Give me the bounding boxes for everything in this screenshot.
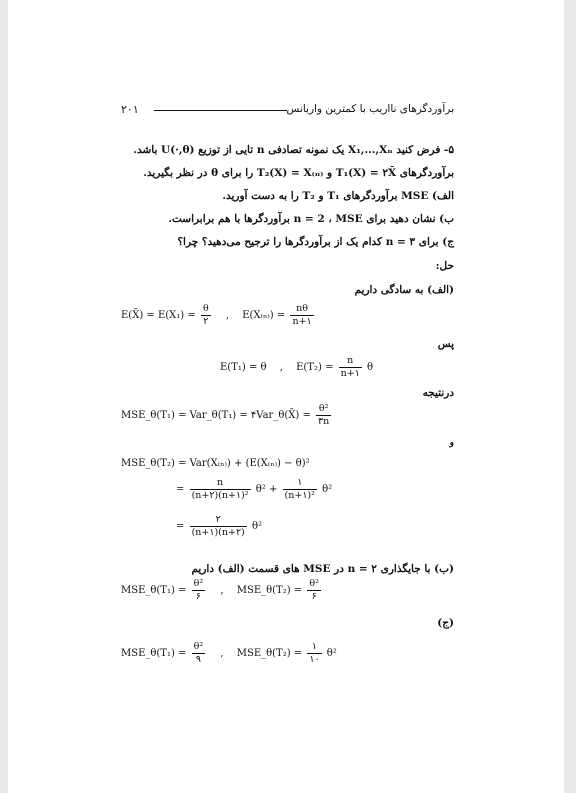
equation-1 [121,303,316,328]
eq1-left: E(X̄) = E(X₁) = [121,310,196,321]
eq2-separator: , [279,362,283,373]
solution-b-intro: (ب) با جایگذاری n = ۲ در MSE های قسمت (الف) داریم [191,563,454,575]
eq2-right-tail: θ [367,362,374,373]
eq4-fraction-1: $\frac{n}{\text{(n+۲)(n+۱)²}}$ [191,477,249,501]
equation-4-line-2: = $\frac{n}{\text{(n+۲)(n+۱)²}}$ θ² + $\frac{۱}{\text{(n+۱)²}}$ θ² [176,477,333,501]
equation-2 [220,355,373,380]
equation-4-line-3: = $\frac{۲}{(n+۱)(n+۲)}$ θ² [176,514,262,538]
eq5-right-fraction: $\frac{\text{θ²}}{۶}$ [309,578,319,602]
solution-c-label: (ج) [437,617,454,629]
solution-heading: حل: [435,260,454,272]
equation-5: MSE_θ(T₁) = $\frac{\text{θ²}}{۶}$ , MSE_θ(T₂) = $\frac{\text{θ²}}{۶}$ [121,578,319,602]
result-label: درنتیجه [422,387,454,399]
eq2-right: E(T₂) = [296,362,334,373]
book-page [8,0,564,793]
eq6-left-fraction: $\frac{\text{θ²}}{۹}$ [193,641,204,665]
then-label: پس [437,338,454,350]
eq1-left-fraction: $\frac{\theta}{۲}$ [202,303,209,327]
page-number: ۲۰۱ [121,103,139,116]
eq6-right-fraction: $\frac{۱}{۱۰}$ [309,641,320,665]
eq3-left: MSE_θ(T₁) = Var_θ(T₁) = ۴Var_θ(X̄) = [121,410,311,421]
eq1-right-fraction: $\frac{n\theta}{n+۱}$ [292,303,312,327]
problem-line-2: برآوردگرهای T₁(X) = ۲X̄ و T₂(X) = X₍ₙ₎ را برای θ در نظر بگیرید. [143,167,454,179]
solution-a-intro: (الف) به سادگی داریم [354,284,454,296]
problem-part-b: ب) نشان دهید برای n = 2 ، MSE برآوردگرها با هم برابراست. [168,213,454,225]
equation-6: MSE_θ(T₁) = $\frac{\text{θ²}}{۹}$ , MSE_θ(T₂) = $\frac{۱}{۱۰}$ θ² [121,641,337,665]
eq4-fraction-3: $\frac{۲}{(n+۱)(n+۲)}$ [191,514,245,538]
eq1-separator: , [225,310,230,321]
problem-part-c: ج) برای n = ۳ کدام یک از برآوردگرها را ترجیح می‌دهید؟ چرا؟ [177,236,454,248]
problem-line-1: ۵- فرض کنید X₁,...,Xₙ یک نمونه تصادفی n تایی از توزیع U(·,θ) باشد. [133,144,454,156]
eq4-fraction-2: $\frac{۱}{\text{(n+۱)²}}$ [284,477,315,501]
eq5-left-fraction: $\frac{\text{θ²}}{۶}$ [193,578,204,602]
equation-3 [121,403,333,428]
running-title: برآوردگرهای نااریب با کمترین واریانس [286,103,454,115]
eq2-left: E(T₁) = θ [220,362,267,373]
equation-4-line-1: MSE_θ(T₂) = Var(X₍ₙ₎) + (E(X₍ₙ₎) − θ)² [121,458,310,469]
and-label: و [449,438,454,448]
eq1-right: E(X₍ₙ₎) = [242,310,286,321]
header-rule [154,110,287,111]
eq3-fraction: $\frac{\text{θ²}}{۳n}$ [318,403,330,427]
problem-part-a: الف) MSE برآوردگرهای T₁ و T₂ را به دست آورید. [222,190,454,202]
eq2-right-fraction: $\frac{n}{n+۱}$ [340,355,360,379]
